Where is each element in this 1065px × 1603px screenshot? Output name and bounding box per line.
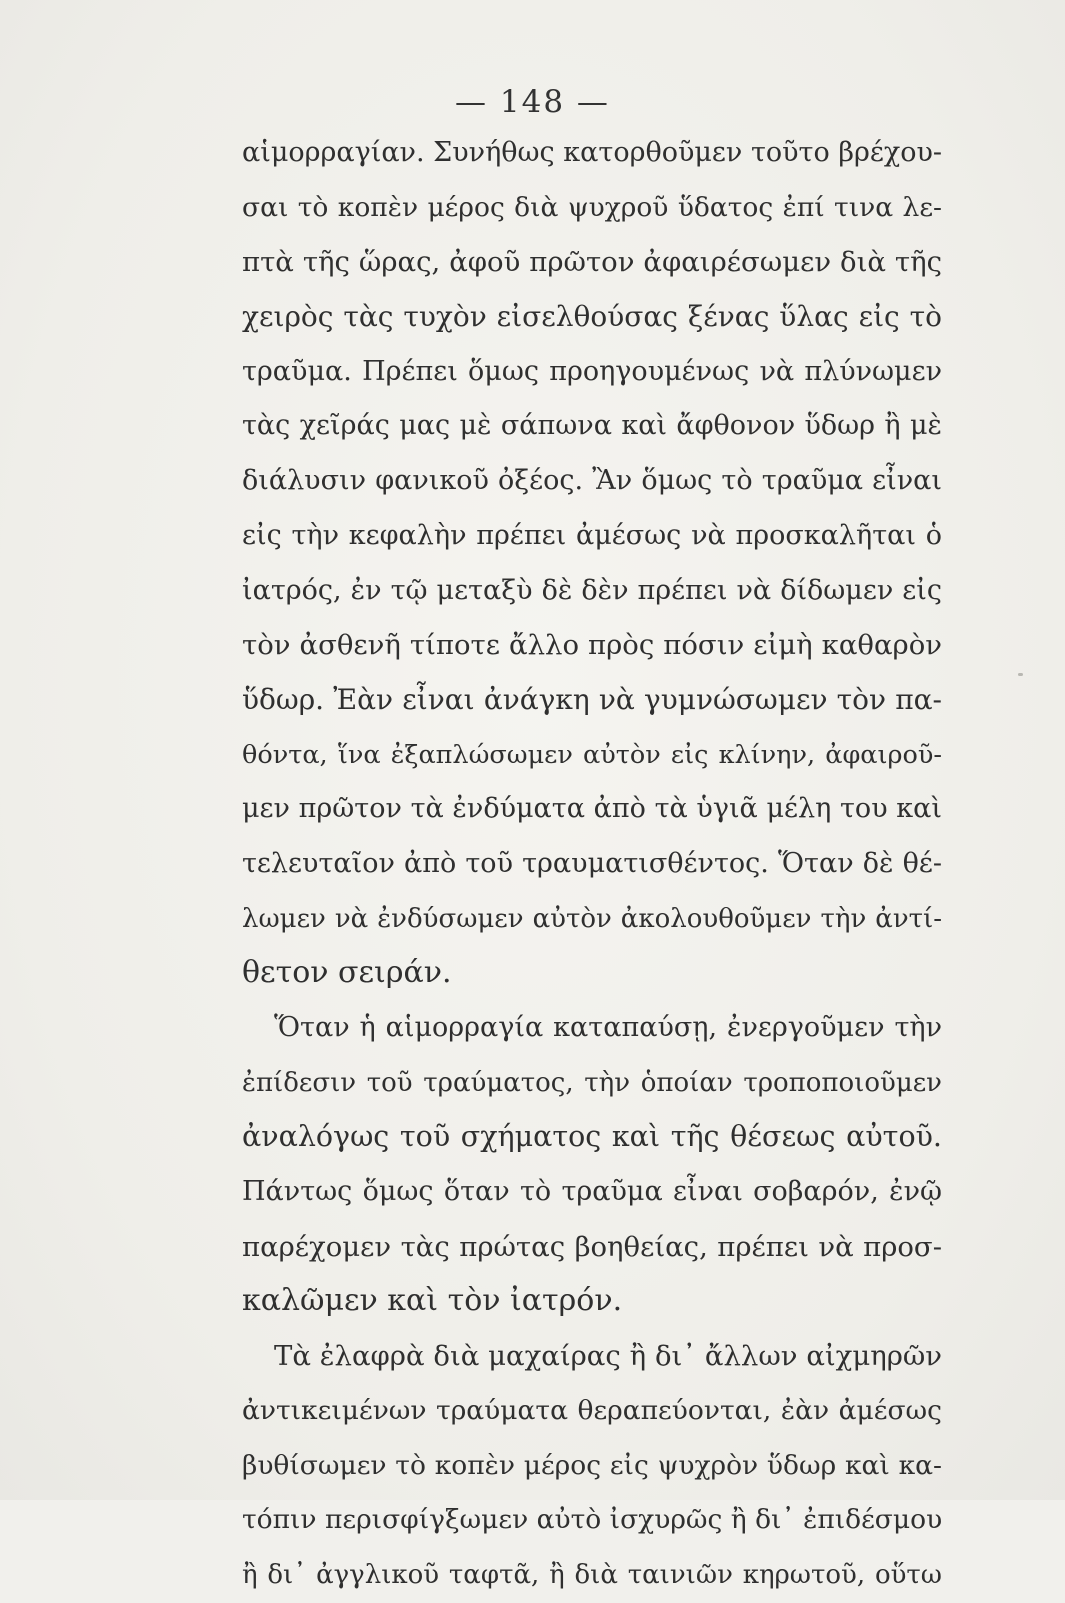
text-line: ἰατρός, ἐν τῷ μεταξὺ δὲ δὲν πρέπει νὰ δίδωμεν εἰς [242, 574, 942, 606]
text-line: μεν πρῶτον τὰ ἐνδύματα ἀπὸ τὰ ὑγιᾶ μέλη του καὶ [242, 793, 942, 825]
paragraph-end-line: καλῶμεν καὶ τὸν ἰατρόν. [242, 1283, 623, 1319]
text-line: θόντα, ἵνα ἐξαπλώσωμεν αὐτὸν εἰς κλίνην, ἀφαιροῦ- [242, 739, 942, 770]
text-line: τὸν ἀσθενῆ τίποτε ἄλλο πρὸς πόσιν εἰμὴ καθαρὸν [242, 629, 942, 662]
text-line: αἱμορραγίαν. Συνήθως κατορθοῦμεν τοῦτο βρέχου- [242, 137, 942, 168]
text-line: ἐπίδεσιν τοῦ τραύματος, τὴν ὁποίαν τροποποιοῦμεν [242, 1067, 942, 1098]
text-line: τόπιν περισφίγξωμεν αὐτὸ ἰσχυρῶς ἢ δι᾽ ἐπιδέσμου [242, 1504, 943, 1536]
paper-speck [1018, 673, 1023, 676]
paragraph-start-line: Τὰ ἐλαφρὰ διὰ μαχαίρας ἢ δι᾽ ἄλλων αἰχμηρῶν [274, 1340, 942, 1373]
paragraph-end-line: θετον σειράν. [242, 955, 452, 991]
text-line: χειρὸς τὰς τυχὸν εἰσελθούσας ξένας ὕλας εἰς τὸ [242, 300, 942, 334]
text-line: πτὰ τῆς ὥρας, ἀφοῦ πρῶτον ἀφαιρέσωμεν διὰ τῆς [242, 246, 942, 279]
text-line: λωμεν νὰ ἐνδύσωμεν αὐτὸν ἀκολουθοῦμεν τὴν ἀντί- [242, 903, 942, 934]
text-line: ἀναλόγως τοῦ σχήματος καὶ τῆς θέσεως αὐτοῦ. [242, 1120, 942, 1154]
text-line: παρέχομεν τὰς πρώτας βοηθείας, πρέπει νὰ προσ- [242, 1230, 942, 1263]
text-line: βυθίσωμεν τὸ κοπὲν μέρος εἰς ψυχρὸν ὕδωρ καὶ κα- [242, 1449, 942, 1481]
text-line: ἢ δι᾽ ἀγγλικοῦ ταφτᾶ, ἢ διὰ ταινιῶν κηρωτοῦ, οὕτω [242, 1559, 942, 1590]
page-number: — 148 — [455, 84, 610, 120]
paragraph-start-line: Ὅταν ἡ αἱμορραγία καταπαύσῃ, ἐνεργοῦμεν τὴν [274, 1012, 942, 1043]
text-line: ὕδωρ. Ἐὰν εἶναι ἀνάγκη νὰ γυμνώσωμεν τὸν πα- [242, 682, 942, 716]
text-line: εἰς τὴν κεφαλὴν πρέπει ἀμέσως νὰ προσκαλῆται ὁ [242, 519, 942, 551]
text-line: σαι τὸ κοπὲν μέρος διὰ ψυχροῦ ὕδατος ἐπί τινα λε- [242, 191, 942, 223]
body-text [242, 126, 942, 1603]
text-line: τὰς χεῖράς μας μὲ σάπωνα καὶ ἄφθονον ὕδωρ ἢ μὲ [242, 410, 942, 442]
text-line: τελευταῖον ἀπὸ τοῦ τραυματισθέντος. Ὅταν δὲ θέ- [242, 847, 942, 879]
text-line: διάλυσιν φανικοῦ ὀξέος. Ἂν ὅμως τὸ τραῦμα εἶναι [242, 465, 942, 497]
text-line: Πάντως ὅμως ὅταν τὸ τραῦμα εἶναι σοβαρόν, ἐνῷ [242, 1176, 942, 1208]
text-line: τραῦμα. Πρέπει ὅμως προηγουμένως νὰ πλύνωμεν [242, 355, 942, 387]
text-line: ἀντικειμένων τραύματα θεραπεύονται, ἐὰν ἀμέσως [242, 1394, 942, 1426]
